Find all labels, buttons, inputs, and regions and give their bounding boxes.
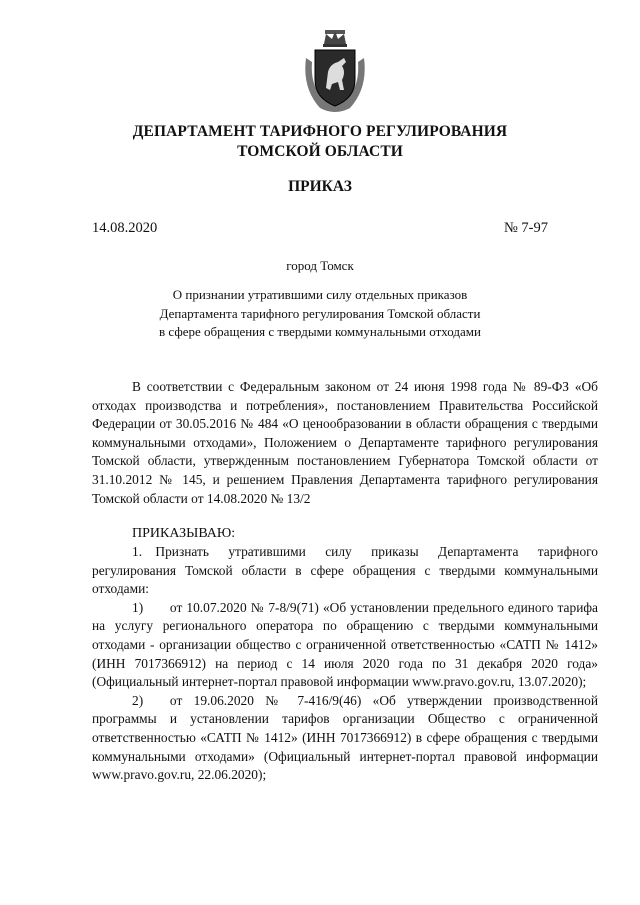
subject-line2: Департамента тарифного регулирования Томской области bbox=[159, 305, 481, 321]
order-subitem-1: 1) от 10.07.2020 № 7-8/9(71) «Об установлении предельного единого тарифа на услугу регионального оператора по обращению с твердыми коммунальными отходами - организации общество с ограниченной ответственностью «САТП № 1412» (ИНН 7017366912) на период с 14 июля 2020 года по 31 декабря 2020 года» (Официальный интернет-портал правовой информации www.pravo.gov.ru, 13.07.2020); bbox=[92, 599, 598, 690]
document-type: ПРИКАЗ bbox=[288, 178, 352, 195]
preamble-text: В соответствии с Федеральным законом от 24 июня 1998 года № 89-ФЗ «Об отходах производства и потребления», постановлением Правительства Российской Федерации от 30.05.2016 № 484 «О ценообразовании в области обращения с твердыми коммунальными отходами», Положением о Департаменте тарифного регулирования Томской области, утвержденным постановлением Губернатора Томской области от 31.10.2012 № 145, и решением Правления Департамента тарифного регулирования Томской области от 14.08.2020 № 13/2 bbox=[92, 379, 598, 506]
order-number: № 7-97 bbox=[503, 220, 548, 236]
order-subject bbox=[0, 286, 640, 342]
coat-of-arms-emblem bbox=[300, 28, 370, 114]
subject-line1: О признании утратившими силу отдельных приказов bbox=[172, 287, 468, 302]
order-word: ПРИКАЗЫВАЮ: bbox=[132, 526, 236, 541]
department-name bbox=[0, 122, 640, 162]
department-name-line1: ДЕПАРТАМЕНТ ТАРИФНОГО РЕГУЛИРОВАНИЯ bbox=[132, 123, 508, 140]
order-items bbox=[92, 543, 598, 785]
order-date: 14.08.2020 bbox=[92, 220, 158, 236]
order-subitem-2: 2) от 19.06.2020 № 7-416/9(46) «Об утверждении производственной программы и установлении тарифов организации Общество с ограниченной ответственностью «САТП № 1412» (ИНН 7017366912) в сфере обращения с твердыми коммунальными отходами» (Официальный интернет-портал правовой информации www.pravo.gov.ru, 22.06.2020); bbox=[92, 692, 598, 783]
order-item-1: 1. Признать утратившими силу приказы Департамента тарифного регулирования Томской области в сфере обращения с твердыми коммунальными отходами: bbox=[92, 544, 598, 597]
subject-line3: в сфере обращения с твердыми коммунальными отходами bbox=[159, 324, 481, 339]
preamble-block bbox=[92, 378, 598, 508]
city: город Томск bbox=[286, 258, 354, 273]
department-name-line2: ТОМСКОЙ ОБЛАСТИ bbox=[237, 143, 403, 160]
